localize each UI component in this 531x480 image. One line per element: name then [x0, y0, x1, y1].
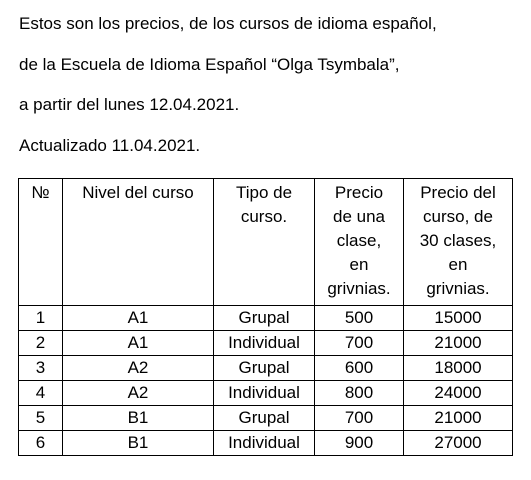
cell-level: A1	[63, 306, 214, 331]
cell-type: Individual	[214, 381, 315, 406]
header-price-per-class-line: de una	[333, 207, 385, 226]
cell-level: B1	[63, 431, 214, 456]
cell-price-30-classes: 21000	[404, 331, 513, 356]
table-row	[19, 306, 513, 331]
intro-line-4: Actualizado 11.04.2021.	[19, 135, 201, 155]
header-price-30-line: 30 clases,	[419, 231, 497, 250]
cell-price-30-classes: 27000	[404, 431, 513, 456]
cell-number: 1	[19, 306, 63, 331]
intro-line-1: Estos son los precios, de los cursos de idioma español,	[19, 14, 437, 33]
cell-price-per-class: 700	[315, 331, 404, 356]
header-price-per-class-line: clase,	[336, 231, 382, 250]
header-type-line: Tipo de	[235, 183, 293, 202]
cell-price-per-class: 600	[315, 356, 404, 381]
header-price-30-line: en	[448, 255, 468, 274]
cell-number: 4	[19, 381, 63, 406]
cell-price-30-classes: 24000	[404, 381, 513, 406]
intro-line-2: de la Escuela de Idioma Español “Olga Tsymbala”,	[19, 54, 400, 74]
cell-number: 2	[19, 331, 63, 356]
cell-price-per-class: 800	[315, 381, 404, 406]
header-price-per-class-line: Precio	[334, 183, 384, 202]
cell-price-per-class: 700	[315, 406, 404, 431]
cell-price-30-classes: 15000	[404, 306, 513, 331]
intro-text	[19, 10, 524, 172]
header-price-30-line: grivnias.	[426, 279, 490, 298]
cell-level: A2	[63, 381, 214, 406]
cell-price-per-class: 500	[315, 306, 404, 331]
header-type	[214, 179, 315, 306]
cell-level: B1	[63, 406, 214, 431]
header-price-30-line: curso, de	[423, 207, 493, 226]
header-price-per-class	[315, 179, 404, 306]
cell-number: 3	[19, 356, 63, 381]
cell-type: Individual	[214, 431, 315, 456]
cell-number: 5	[19, 406, 63, 431]
header-price-30-line: Precio del	[420, 183, 496, 202]
header-number: №	[19, 179, 63, 306]
header-type-line: curso.	[240, 207, 288, 226]
table-row	[19, 356, 513, 381]
cell-level: A2	[63, 356, 214, 381]
cell-type: Grupal	[214, 406, 315, 431]
price-table	[18, 178, 513, 456]
cell-type: Grupal	[214, 306, 315, 331]
cell-price-per-class: 900	[315, 431, 404, 456]
table-row	[19, 331, 513, 356]
table-header-row	[19, 179, 513, 306]
cell-price-30-classes: 21000	[404, 406, 513, 431]
table-row	[19, 381, 513, 406]
header-level: Nivel del curso	[63, 179, 214, 306]
intro-line-3: a partir del lunes 12.04.2021.	[19, 95, 240, 114]
cell-type: Individual	[214, 331, 315, 356]
table-row	[19, 406, 513, 431]
table-row	[19, 431, 513, 456]
cell-number: 6	[19, 431, 63, 456]
cell-type: Grupal	[214, 356, 315, 381]
cell-price-30-classes: 18000	[404, 356, 513, 381]
header-price-per-class-line: en	[349, 255, 369, 274]
header-price-per-class-line: grivnias.	[327, 279, 391, 298]
header-price-30-classes	[404, 179, 513, 306]
cell-level: A1	[63, 331, 214, 356]
